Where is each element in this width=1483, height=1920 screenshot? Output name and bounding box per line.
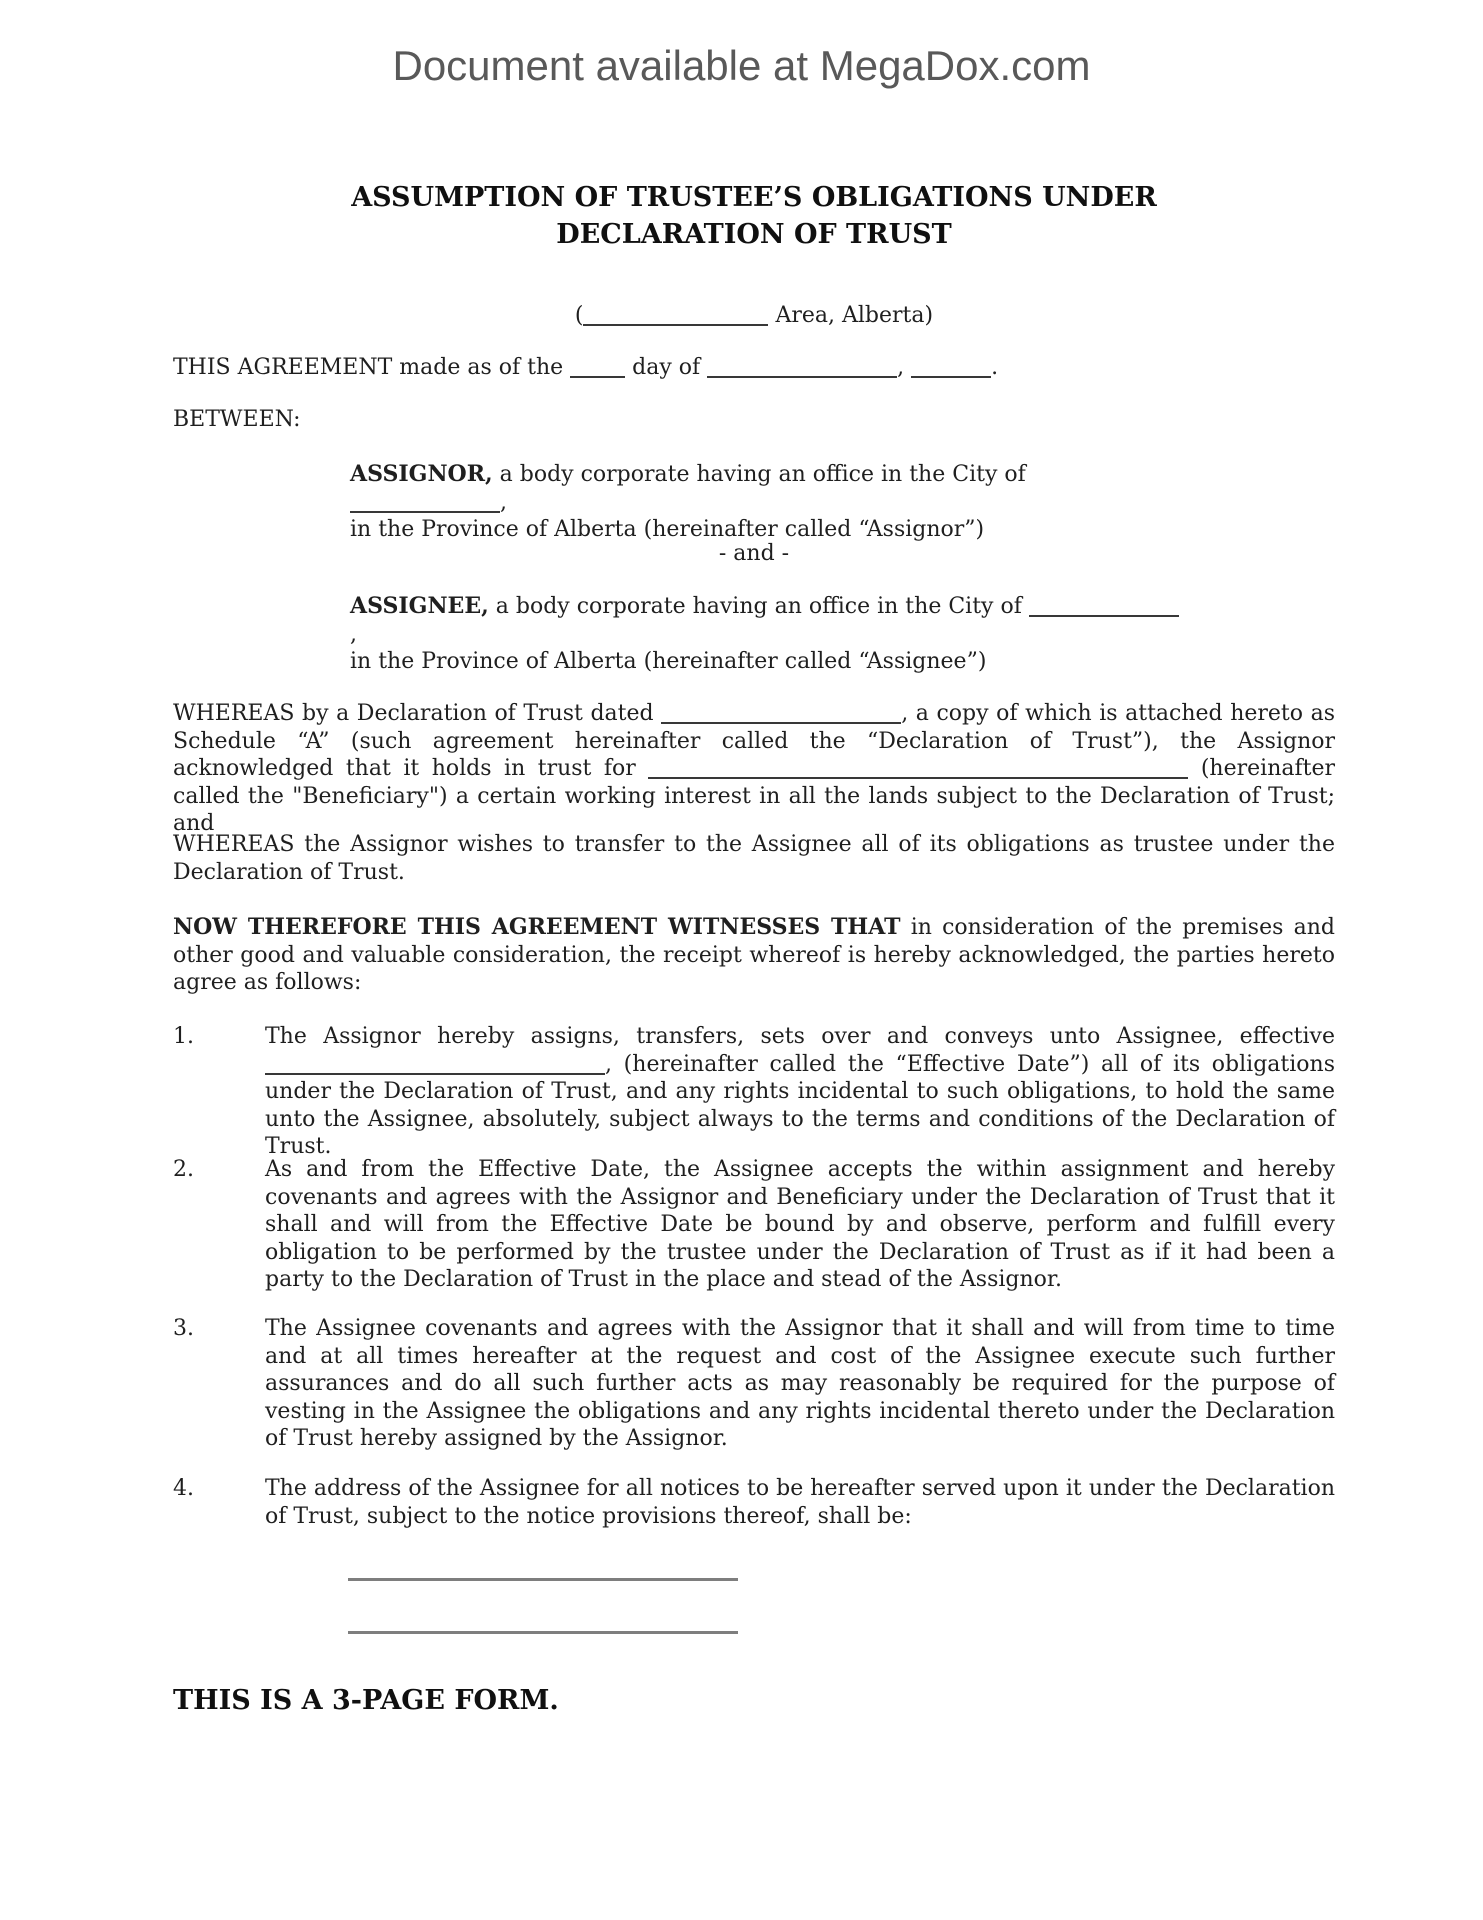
- address-blank-line-1: [348, 1578, 738, 1581]
- month-blank: [707, 376, 897, 378]
- clause-3-number: 3.: [173, 1316, 194, 1341]
- recital-1-lead: WHEREAS by a Declaration of Trust dated: [173, 701, 654, 726]
- clause-3-text: The Assignee covenants and agrees with the Assignor that it shall and will from time to time and at all times hereafter at the request and cost of the Assignee execute such further assurances and do all such further acts as may reasonably be required for the purpose of vesting in the Assignee the obligations and any rights incidental thereto under the Declaration of Trust hereby assigned by the Assignor.: [265, 1316, 1335, 1451]
- watermark: Document available at MegaDox.com: [392, 42, 1091, 89]
- clause-4-text: The address of the Assignee for all notices to be hereafter served upon it under the Declaration of Trust, subject to the notice provisions thereof, shall be:: [265, 1476, 1335, 1529]
- document-title-line2: DECLARATION OF TRUST: [556, 219, 952, 250]
- between-label: BETWEEN:: [173, 407, 301, 432]
- day-blank: [570, 376, 625, 378]
- recital-1-tail: (hereinafter called the "Beneficiary") a certain working interest in all the lands subject to the Declaration of Trust; and: [173, 756, 1335, 836]
- clause-2-text: As and from the Effective Date, the Assignee accepts the within assignment and hereby covenants and agrees with the Assignor and Beneficiary under the Declaration of Trust that it shall and will from the Effective Date be bound by and observe, perform and fulfill every obligation to be performed by the trustee under the Declaration of Trust as if it had been a party to the Declaration of Trust in the place and stead of the Assignor.: [265, 1157, 1335, 1292]
- now-therefore-paragraph: [173, 914, 1335, 997]
- assignor-line1: [350, 461, 1180, 516]
- party-separator: - and -: [718, 541, 790, 566]
- agreement-comma: ,: [897, 355, 905, 380]
- clause-4-number: 4.: [173, 1476, 194, 1501]
- document-title-line1: ASSUMPTION OF TRUSTEE’S OBLIGATIONS UNDER: [351, 182, 1157, 213]
- recital-1: [173, 700, 1335, 838]
- assignee-city-blank: [1029, 615, 1179, 617]
- clause-1-text-before: The Assignor hereby assigns, transfers, sets over and conveys unto Assignee, effective: [265, 1024, 1335, 1049]
- assignor-paragraph: [350, 461, 1180, 544]
- now-therefore-rest: in consideration of the premises and other good and valuable consideration, the receipt whereof is hereby acknowledged, the parties hereto agree as follows:: [173, 915, 1335, 995]
- recital-2: WHEREAS the Assignor wishes to transfer to the Assignee all of its obligations as trustee under the Declaration of Trust.: [173, 832, 1335, 885]
- agreement-period: .: [991, 355, 999, 380]
- address-blank-line-2: [348, 1631, 738, 1634]
- clause-1-text-after: , (hereinafter called the “Effective Date”) all of its obligations under the Declaration of Trust, and any rights incidental to such obligations, to hold the same unto the Assignee, absolutely, subject always to the terms and conditions of the Declaration of Trust.: [265, 1051, 1335, 1159]
- recital-1-mid: , a copy of which is attached hereto as Schedule “A” (such agreement hereinafter called the “Declaration of Trust”), the Assignor acknowledged that it holds in trust for: [173, 701, 1335, 781]
- assignee-paragraph: [350, 593, 1180, 676]
- page-note: THIS IS A 3-PAGE FORM.: [173, 1685, 559, 1716]
- assignor-text1: a body corporate having an office in the City of: [499, 462, 1026, 487]
- year-blank: [911, 376, 991, 378]
- clause-2-number: 2.: [173, 1157, 194, 1182]
- clause-3: [173, 1315, 1335, 1453]
- assignee-comma: ,: [350, 621, 357, 647]
- assignee-label: ASSIGNEE,: [350, 593, 489, 619]
- clause-4: [173, 1475, 1335, 1530]
- clause-1-number: 1.: [173, 1024, 194, 1049]
- assignor-label: ASSIGNOR,: [350, 461, 493, 487]
- effective-date-blank: [265, 1073, 605, 1075]
- assignee-line2: in the Province of Alberta (hereinafter called “Assignee”): [350, 649, 987, 674]
- agreement-day-of: day of: [632, 355, 701, 380]
- now-therefore-lead: NOW THEREFORE THIS AGREEMENT WITNESSES THAT: [173, 914, 901, 940]
- assignor-line2: in the Province of Alberta (hereinafter called “Assignor”): [350, 517, 985, 542]
- clause-1: [173, 1023, 1335, 1161]
- area-line: [173, 302, 1335, 330]
- document-title: [173, 179, 1335, 253]
- area-blank: [583, 324, 768, 326]
- beneficiary-name-blank: [648, 777, 1188, 779]
- agreement-lead: THIS AGREEMENT made as of the: [173, 355, 564, 380]
- assignor-city-blank: [350, 511, 500, 513]
- assignor-comma: ,: [500, 489, 507, 515]
- area-open-paren: (: [574, 303, 584, 328]
- agreement-intro: [173, 354, 1335, 382]
- assignee-line1: [350, 593, 1180, 648]
- trust-dated-blank: [661, 722, 901, 724]
- assignee-text1: a body corporate having an office in the City of: [495, 594, 1022, 619]
- area-label: Area, Alberta): [775, 303, 934, 328]
- clause-2: [173, 1156, 1335, 1294]
